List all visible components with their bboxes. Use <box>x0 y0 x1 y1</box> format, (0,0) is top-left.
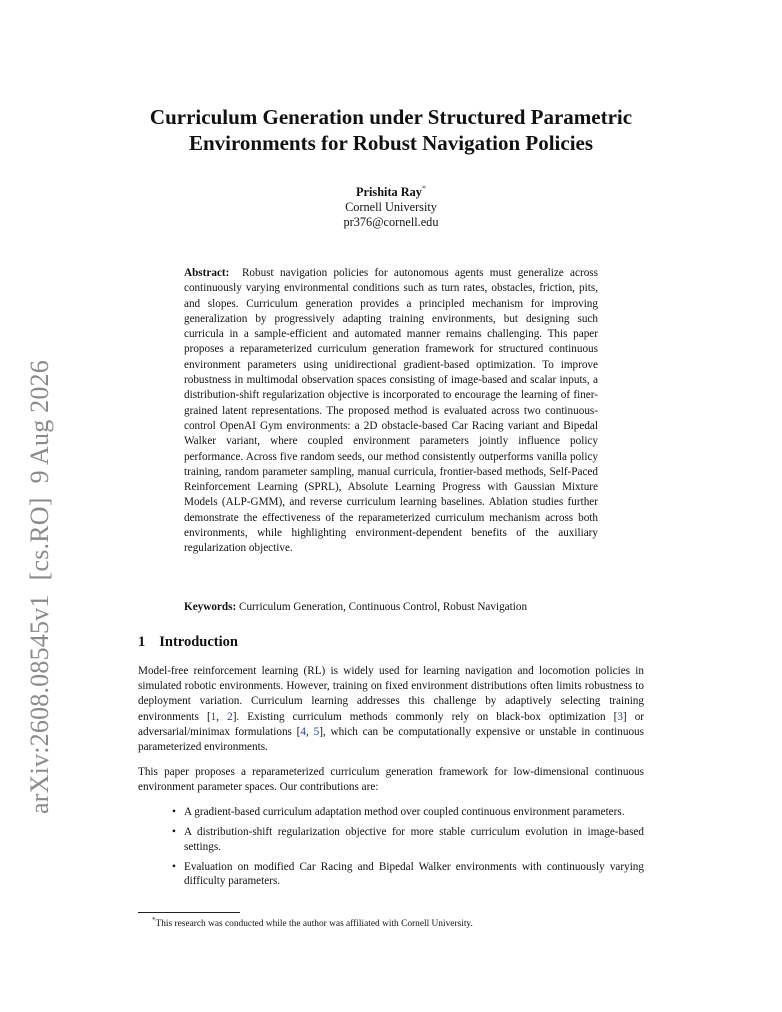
author-block <box>138 181 644 230</box>
abstract-text: Robust navigation policies for autonomous agents must generalize across continuously varying environmental conditions such as turn rates, obstacles, friction, pits, and slopes. Curriculum generation provides a principled mechanism for improving generalization by progressively adapting training environments, but designing such curricula in a sample-efficient and automated manner remains challenging. This paper proposes a reparameterized curriculum generation framework for structured continuous environment parameters using unidirectional gradient-based optimization. To improve robustness in multimodal observation spaces consisting of image-based and scalar inputs, a distribution-shift regularization objective is incorporated to encourage the learning of finer-grained latent representations. The proposed method is evaluated across two continuous-control OpenAI Gym environments: a 2D obstacle-based Car Racing variant and Bipedal Walker variant, where coupled environment parameters jointly influence policy performance. Across five random seeds, our method consistently outperforms vanilla policy training, random parameter sampling, manual curricula, frontier-based methods, Self-Paced Reinforcement Learning (SPRL), Absolute Learning Progress with Gaussian Mixture Models (ALP-GMM), and reverse curriculum learning baselines. Ablation studies further demonstrate the effectiveness of the reparameterized curriculum mechanism across both environments, while highlighting environment-dependent benefits of the auxiliary regularization objective. <box>184 267 599 555</box>
abstract <box>184 266 598 557</box>
author-name-line <box>138 181 644 200</box>
bullet-icon: • <box>172 860 176 873</box>
intro-p1-text-a: Model-free reinforcement learning (RL) is widely used for learning navigation and locomotion policies in simulated robotic environments. However, training on fixed environment distributions often limits robustness to deployment variation. Curriculum learning addresses this challenge by adaptively selecting training environments [ <box>138 665 644 723</box>
author-name: Prishita Ray <box>356 185 422 200</box>
citation-separator: , <box>306 725 314 738</box>
title-line-2: Environments for Robust Navigation Policies <box>188 131 594 155</box>
intro-p1-text-d: ], which can be computationally expensive or unstable in continuous parameterized environments. <box>138 725 644 754</box>
keywords <box>184 600 614 615</box>
bullet-icon: • <box>172 806 176 818</box>
author-affiliation: Cornell University <box>345 200 437 215</box>
contribution-text: A distribution-shift regularization objective for more stable curriculum evolution in image-based settings. <box>184 826 644 853</box>
citation-link[interactable]: 1 <box>210 710 217 723</box>
intro-p1-text-c: ] or adversarial/minimax formulations [ <box>138 710 645 738</box>
intro-paragraph-1 <box>138 664 644 755</box>
paper-title <box>138 104 644 156</box>
arxiv-date: 9 Aug 2026 <box>25 360 54 484</box>
citation-link[interactable]: 5 <box>313 725 320 738</box>
footnote-text: This research was conducted while the author was affiliated with Cornell University. <box>155 919 473 930</box>
abstract-label: Abstract: <box>184 267 230 279</box>
citation-link[interactable]: 2 <box>227 710 233 723</box>
list-item <box>172 805 644 820</box>
intro-p1-text-b: ]. Existing curriculum methods commonly rely on black-box optimization [ <box>232 710 618 723</box>
contributions-list <box>172 805 644 894</box>
citation-link[interactable]: 4 <box>300 725 307 738</box>
keywords-label: Keywords: <box>184 601 237 613</box>
arxiv-category: [cs.RO] <box>25 497 54 581</box>
keywords-text: Curriculum Generation, Continuous Control, Robust Navigation <box>239 601 528 613</box>
footnote <box>152 914 473 930</box>
title-line-1: Curriculum Generation under Structured Parametric <box>149 105 633 129</box>
list-item <box>172 860 644 889</box>
footnote-divider <box>138 912 240 913</box>
intro-paragraph-2: This paper proposes a reparameterized curriculum generation framework for low-dimensional continuous environment parameter spaces. Our contributions are: <box>138 766 644 794</box>
section-title: Introduction <box>159 634 238 650</box>
contribution-text: A gradient-based curriculum adaptation method over coupled continuous environment parameters. <box>184 806 625 818</box>
list-item <box>172 825 644 854</box>
contribution-text: Evaluation on modified Car Racing and Bipedal Walker environments with continuously varying difficulty parameters. <box>184 860 644 888</box>
section-heading <box>138 634 238 651</box>
author-footnote-mark: * <box>421 184 426 193</box>
section-number: 1 <box>138 634 146 650</box>
bullet-icon: • <box>172 826 176 839</box>
citation-link[interactable]: 3 <box>617 710 623 723</box>
arxiv-watermark <box>25 346 55 814</box>
author-email[interactable]: pr376@cornell.edu <box>343 215 439 230</box>
footnote-mark: * <box>152 916 156 924</box>
arxiv-id: arXiv:2608.08545v1 <box>25 594 54 814</box>
citation-separator: , <box>216 710 228 723</box>
